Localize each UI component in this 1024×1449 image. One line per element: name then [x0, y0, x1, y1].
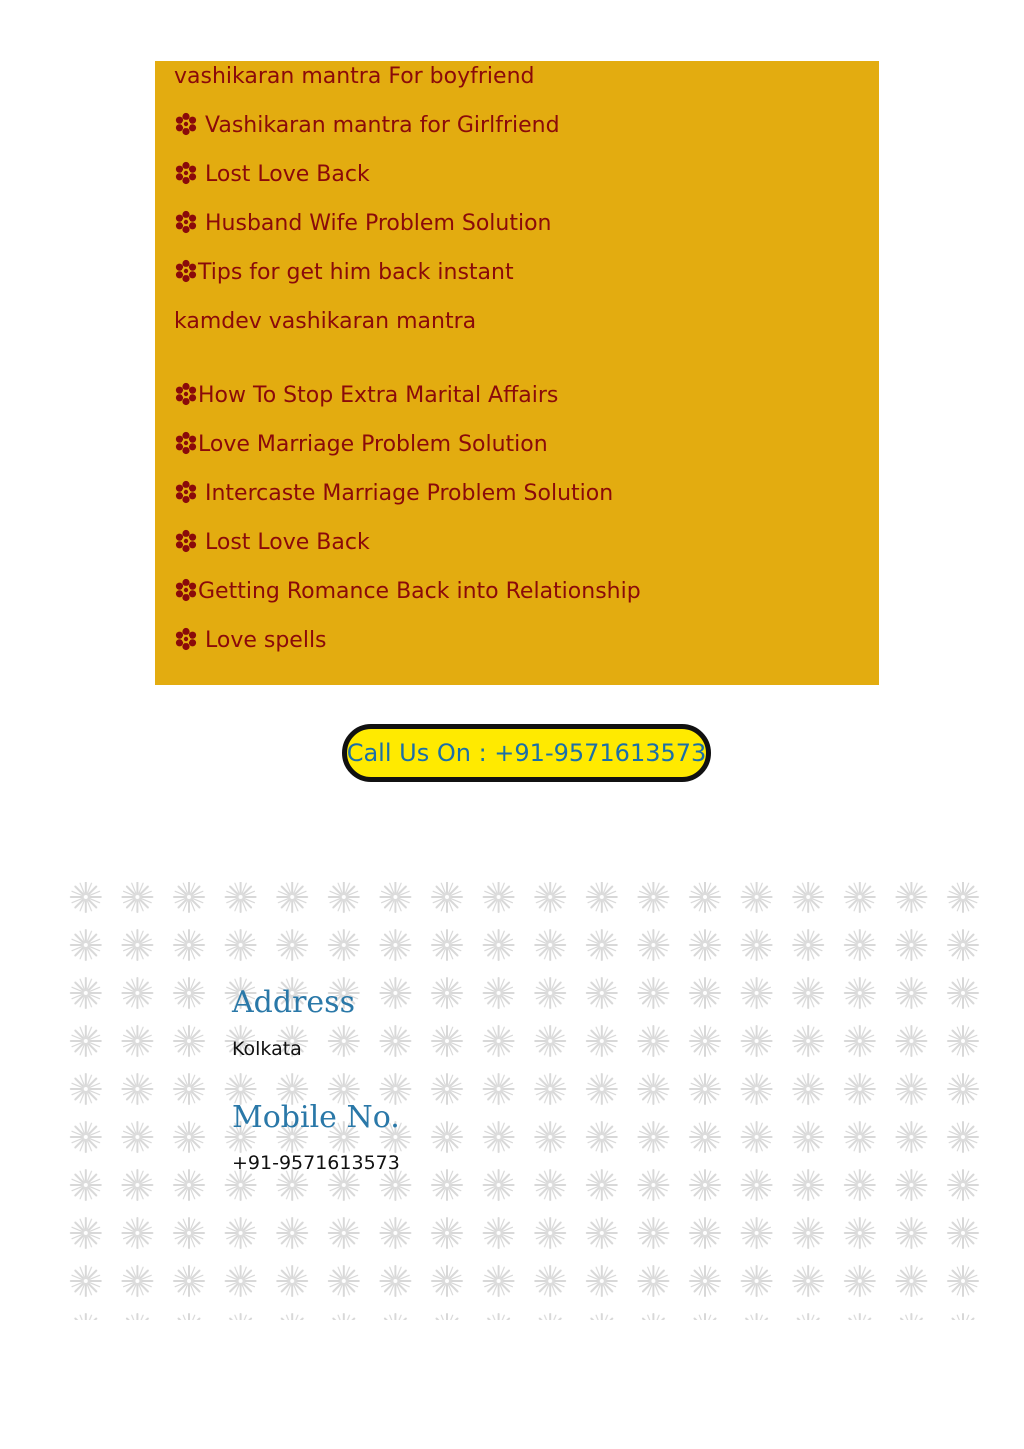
service-item-label: vashikaran mantra For boyfriend: [174, 64, 535, 89]
address-value: Kolkata: [232, 1038, 302, 1060]
flower-icon: [174, 259, 198, 283]
service-item[interactable]: [174, 528, 370, 558]
service-item[interactable]: [174, 209, 552, 239]
service-item[interactable]: [174, 577, 641, 607]
service-item[interactable]: [174, 62, 534, 92]
service-item-label: Tips for get him back instant: [198, 260, 514, 285]
service-item[interactable]: [174, 381, 558, 411]
service-item-label: Lost Love Back: [198, 162, 370, 187]
service-item-label: Intercaste Marriage Problem Solution: [198, 481, 614, 506]
flower-icon: [174, 529, 198, 553]
call-us-button[interactable]: Call Us On : +91-9571613573: [342, 724, 711, 782]
service-item-label: kamdev vashikaran mantra: [174, 309, 477, 334]
flower-icon: [174, 161, 198, 185]
service-item[interactable]: [174, 160, 370, 190]
service-item-label: Getting Romance Back into Relationship: [198, 579, 641, 604]
flower-icon: [174, 578, 198, 602]
service-item-label: Love spells: [198, 628, 327, 653]
services-list: [155, 61, 879, 685]
address-heading: Address: [232, 985, 355, 1020]
contact-section: [62, 882, 992, 1320]
mobile-heading: Mobile No.: [232, 1100, 400, 1135]
service-item[interactable]: [174, 479, 613, 509]
service-item[interactable]: [174, 430, 548, 460]
service-item[interactable]: [174, 258, 514, 288]
service-item-label: Husband Wife Problem Solution: [198, 211, 552, 236]
mobile-value[interactable]: +91-9571613573: [232, 1152, 400, 1174]
star-pattern-background: [62, 882, 992, 1320]
flower-icon: [174, 431, 198, 455]
flower-icon: [174, 210, 198, 234]
flower-icon: [174, 480, 198, 504]
flower-icon: [174, 627, 198, 651]
service-item-label: Lost Love Back: [198, 530, 370, 555]
service-item[interactable]: [174, 111, 560, 141]
service-item-label: Love Marriage Problem Solution: [198, 432, 548, 457]
flower-icon: [174, 112, 198, 136]
service-item[interactable]: [174, 307, 476, 337]
service-item[interactable]: [174, 626, 327, 656]
service-item-label: How To Stop Extra Marital Affairs: [198, 383, 559, 408]
flower-icon: [174, 382, 198, 406]
service-item-label: Vashikaran mantra for Girlfriend: [198, 113, 560, 138]
